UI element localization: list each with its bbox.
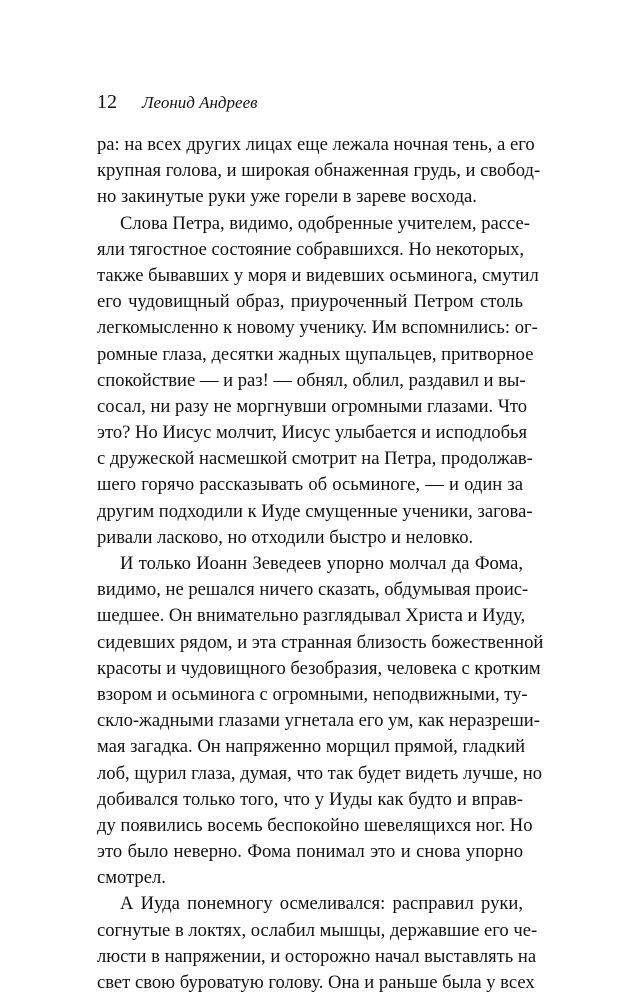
text-line: сосал, ни разу не моргнувши огромными глазами. Что (97, 395, 528, 417)
text-line: скло-жадными глазами угнетала его ум, как неразреши- (97, 710, 540, 732)
text-line: ромные глаза, десятки жадных щупальцев, притворное (97, 343, 534, 365)
page-number: 12 (97, 91, 117, 113)
body-text (97, 132, 544, 996)
text-line: видимо, не решался ничего сказать, обдумывая проис- (97, 579, 529, 601)
text-line: добивался только того, что у Иуды как будто и вправ- (97, 788, 523, 810)
text-line: красоты и чудовищного безобразия, человека с кротким (97, 657, 541, 679)
text-line: люсти в напряжении, и осторожно начал выставлять на (97, 945, 537, 967)
text-line: взором и осьминога с огромными, неподвижными, ту- (97, 683, 528, 705)
running-head-author: Леонид Андреев (142, 93, 258, 112)
text-line: с дружеской насмешкой смотрит на Петра, продолжав- (97, 448, 533, 470)
text-line: шедшее. Он внимательно разглядывал Христа и Иуду, (97, 605, 526, 627)
text-line: мая загадка. Он напряженно морщил прямой, гладкий (97, 736, 526, 758)
text-line: шего горячо рассказывать об осьминоге, — и один за (97, 474, 523, 496)
text-line: согнутые в локтях, ослабил мышцы, державшие его че- (97, 919, 538, 941)
text-line: его чудовищный образ, приуроченный Петром столь (97, 291, 523, 313)
text-line: лоб, щурил глаза, думая, что так будет видеть лучше, но (97, 762, 543, 784)
text-line: крупная голова, и широкая обнаженная грудь, и свобод- (97, 160, 541, 182)
running-head (97, 88, 537, 116)
text-line: ду появились восемь беспокойно шевелящихся ног. Но (97, 814, 533, 836)
text-line: сидевших рядом, и эта странная близость божественной (97, 631, 544, 653)
text-line: спокойствие — и раз! — обнял, облил, раздавил и вы- (97, 369, 526, 391)
text-line: легкомысленно к новому ученику. Им вспомнились: ог- (97, 317, 538, 339)
text-line: смотрел. (97, 867, 166, 889)
text-line: но закинутые руки уже горели в зареве восхода. (97, 186, 477, 208)
text-line: Слова Петра, видимо, одобренные учителем, рассе- (120, 212, 530, 234)
text-line: также бывавших у моря и видевших осьминога, смутил (97, 264, 539, 286)
text-line: А Иуда понемногу осмеливался: расправил руки, (120, 893, 523, 915)
text-line: свет свою буроватую голову. Она и раньше была у всех (97, 972, 535, 993)
text-line: это? Но Иисус молчит, Иисус улыбается и исподлобья (97, 422, 528, 444)
text-line: ра: на всех других лицах еще лежала ночная тень, а его (97, 134, 535, 155)
text-line: ривали ласково, но отходили быстро и неловко. (97, 526, 474, 548)
text-line: И только Иоанн Зеведеев упорно молчал да Фома, (120, 553, 523, 574)
text-line: яли тягостное состояние собравшихся. Но некоторых, (97, 238, 525, 260)
text-line: другим подходили к Иуде смущенные ученики, загова- (97, 500, 533, 522)
text-line: это было неверно. Фома понимал это и снова упорно (97, 841, 523, 863)
